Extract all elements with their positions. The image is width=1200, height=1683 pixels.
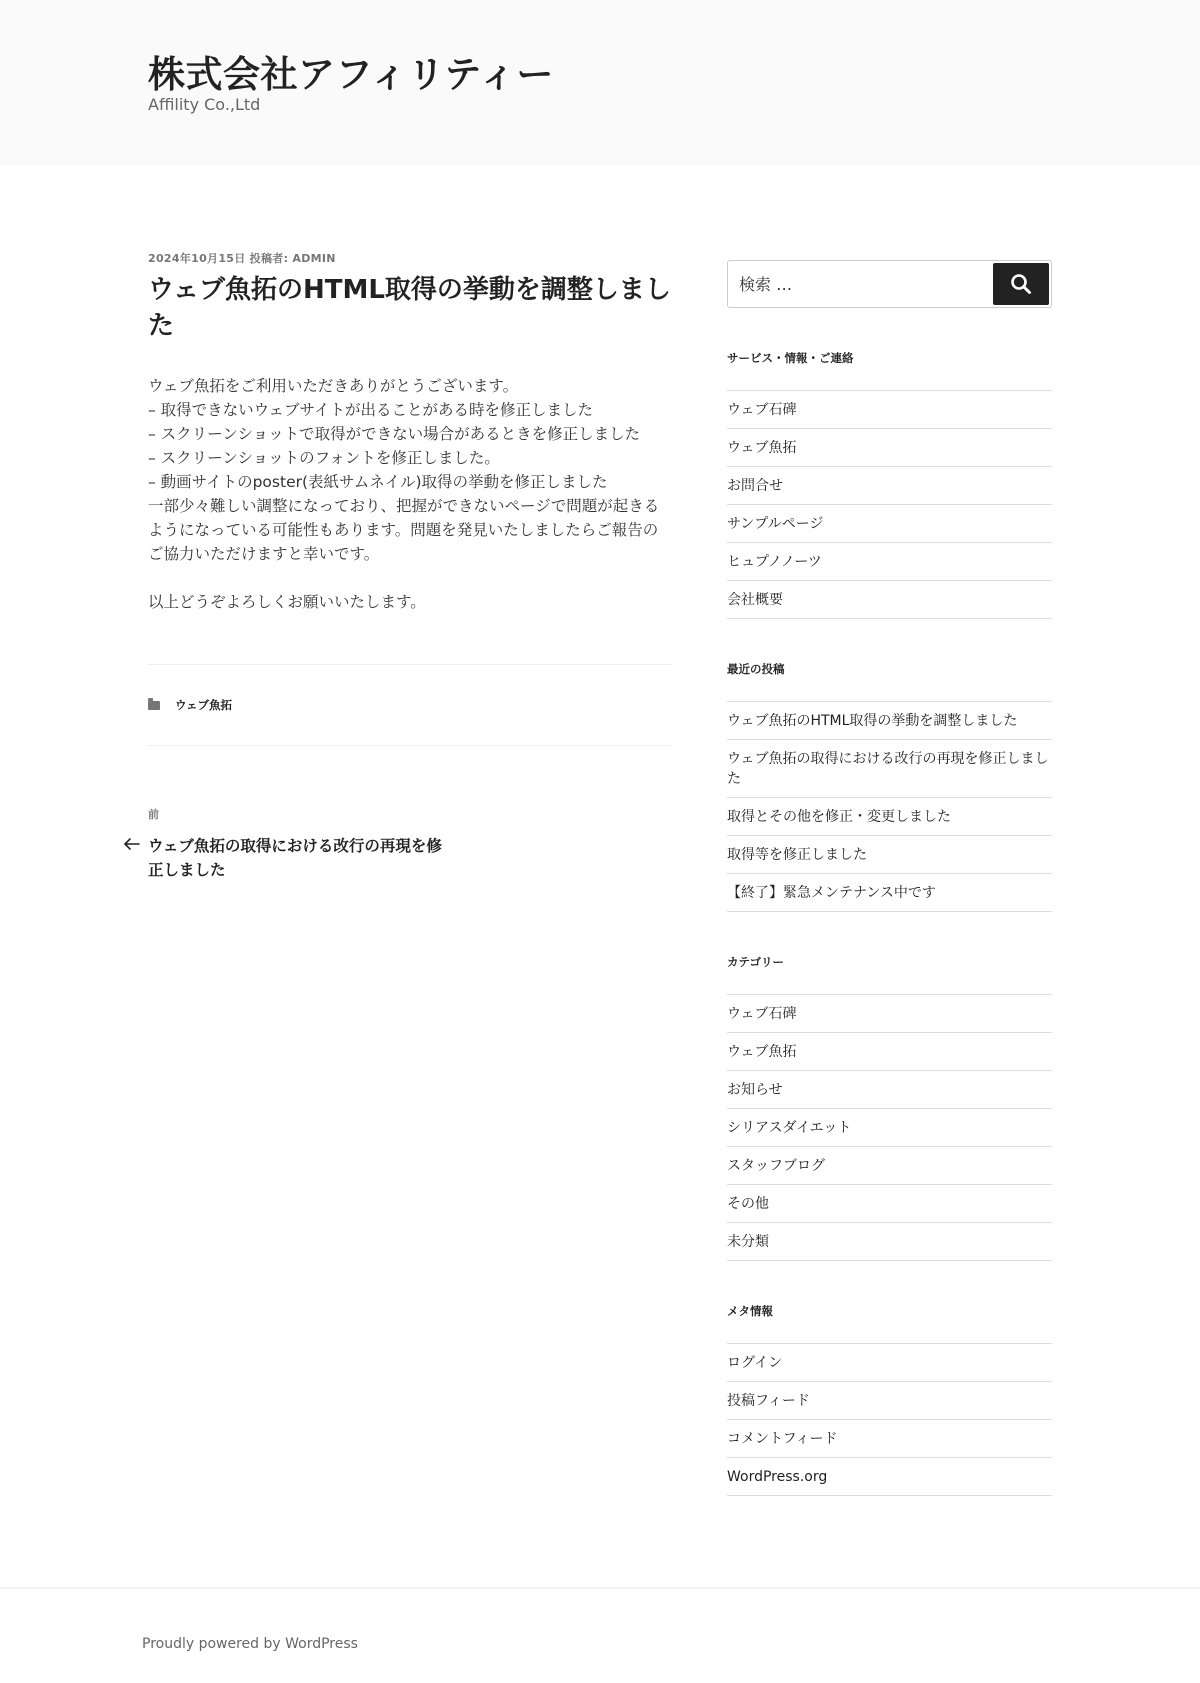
search-input[interactable] <box>728 261 988 307</box>
category-item[interactable]: スタッフブログ <box>727 1147 1052 1185</box>
sidebar <box>727 260 1052 1496</box>
article <box>148 250 673 614</box>
recent-post-link[interactable]: ウェブ魚拓のHTML取得の挙動を調整しました <box>727 702 1052 740</box>
search-button[interactable] <box>993 263 1049 305</box>
content-paragraph <box>148 374 673 566</box>
widget-title: 最近の投稿 <box>727 662 785 676</box>
widget-recent-posts <box>727 661 1052 912</box>
search-form <box>727 260 1052 308</box>
category-item[interactable]: ウェブ石碑 <box>727 995 1052 1033</box>
content-line: – スクリーンショットで取得ができない場合があるときを修正しました <box>148 425 641 443</box>
category-links <box>148 697 232 713</box>
content-paragraph <box>148 590 673 614</box>
post-content <box>148 374 673 614</box>
content-line: – 動画サイトのposter(表紙サムネイル)取得の挙動を修正しました <box>148 473 608 491</box>
search-icon <box>1010 273 1032 295</box>
post-navigation <box>148 806 448 882</box>
category-item[interactable]: ウェブ魚拓 <box>727 1033 1052 1071</box>
content-line: 以上どうぞよろしくお願いいたします。 <box>148 593 426 611</box>
meta-link[interactable]: ログイン <box>727 1344 1052 1382</box>
category-item[interactable]: その他 <box>727 1185 1052 1223</box>
entry-footer <box>148 664 673 746</box>
widget-link[interactable]: ウェブ石碑 <box>727 391 1052 429</box>
widget-title: カテゴリー <box>727 955 785 969</box>
folder-icon <box>148 701 160 710</box>
widget-link[interactable]: ウェブ魚拓 <box>727 429 1052 467</box>
meta-link[interactable]: コメントフィード <box>727 1420 1052 1458</box>
category-item[interactable]: 未分類 <box>727 1223 1052 1261</box>
widget-link[interactable]: サンプルページ <box>727 505 1052 543</box>
previous-post-link[interactable] <box>148 834 448 882</box>
post-date[interactable]: 2024年10月15日 <box>148 252 246 265</box>
widget-link[interactable]: 会社概要 <box>727 581 1052 619</box>
recent-post-link[interactable]: 取得とその他を修正・変更しました <box>727 798 1052 836</box>
category-item[interactable]: お知らせ <box>727 1071 1052 1109</box>
widget-services <box>727 350 1052 619</box>
site-footer <box>0 1587 1200 1683</box>
recent-post-link[interactable]: 取得等を修正しました <box>727 836 1052 874</box>
widget-link[interactable]: お問合せ <box>727 467 1052 505</box>
widget-categories <box>727 954 1052 1261</box>
content-line: – 取得できないウェブサイトが出ることがある時を修正しました <box>148 401 593 419</box>
content-line: 一部少々難しい調整になっており、把握ができないページで問題が起きるようになっている可能性もあります。問題を発見いたしましたらご報告のご協力いただけますと幸いです。 <box>148 497 660 563</box>
author-prefix: 投稿者: <box>249 252 289 265</box>
post-title: ウェブ魚拓のHTML取得の挙動を調整しました <box>148 275 671 341</box>
meta-link[interactable]: WordPress.org <box>727 1458 1052 1496</box>
site-description: Affility Co.,Ltd <box>148 95 261 114</box>
post-author[interactable]: ADMIN <box>292 252 336 265</box>
widget-title: サービス・情報・ご連絡 <box>727 351 854 365</box>
category-item[interactable]: シリアスダイエット <box>727 1109 1052 1147</box>
nav-subtitle: 前 <box>148 808 159 821</box>
widget-title: メタ情報 <box>727 1304 773 1318</box>
recent-post-link[interactable]: 【終了】緊急メンテナンス中です <box>727 874 1052 912</box>
meta-link[interactable]: 投稿フィード <box>727 1382 1052 1420</box>
recent-post-link[interactable]: ウェブ魚拓の取得における改行の再現を修正しました <box>727 740 1052 798</box>
widget-link[interactable]: ヒュプノノーツ <box>727 543 1052 581</box>
previous-post-title: ウェブ魚拓の取得における改行の再現を修正しました <box>148 837 442 879</box>
widget-meta <box>727 1303 1052 1496</box>
category-link[interactable]: ウェブ魚拓 <box>175 698 233 712</box>
entry-meta <box>148 250 673 266</box>
footer-credit-link[interactable]: Proudly powered by WordPress <box>142 1636 358 1652</box>
arrow-left-icon <box>124 838 140 850</box>
content-line: – スクリーンショットのフォントを修正しました。 <box>148 449 500 467</box>
content-line: ウェブ魚拓をご利用いただきありがとうございます。 <box>148 377 519 395</box>
site-header <box>0 0 1200 165</box>
site-title[interactable]: 株式会社アフィリティー <box>148 53 554 96</box>
